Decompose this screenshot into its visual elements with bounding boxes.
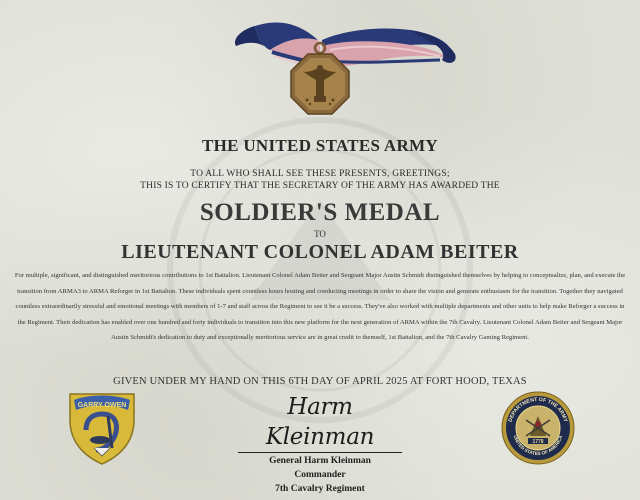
department-of-the-army-seal-icon [500, 390, 576, 466]
citation-text: For multiple, significant, and distinguished meritorious contributions to 1st Battalion. Lieutenant Colonel Adam Beiter and Sergeant Major Austin Schmidt distinguished themselves by helping to conceptualize, plan, and execute the transition from ARMA3 to ARMA Reforger in 1st Battalion. These individuals spent countless hours hosting and conducting meetings in order to share the vision and generate enthusiasm for the transition. Together they navigated countless extraordinarily stressful and emotional meetings with members of 1-7 and staff across the Regiment to see it be a success. They've also worked with multiple departments and other units to help make Reforger a success in the Regiment. Their dedication has enabled over one hundred and forty individuals to transition into this new platform for the next generation of ARMA within the 7th Cavalry. Lieutenant Colonel Adam Beiter and Sergeant Major Austin Schmidt's dedication to duty and exceptionally meritorious service are in great credit to themself, 1st Battalion, and the 7th Cavalry Gaming Regiment. [14, 272, 626, 341]
to-word: TO [314, 229, 326, 239]
signature-block [230, 392, 410, 496]
ribbon-right [322, 28, 456, 66]
seal-bottom-text: UNITED STATES OF AMERICA [512, 434, 564, 457]
signer-name: General Harm Kleinman [269, 456, 371, 466]
organization-title: THE UNITED STATES ARMY [202, 136, 438, 155]
signer-title: Commander [294, 470, 346, 480]
award-name: SOLDIER'S MEDAL [199, 199, 441, 226]
certify-line: THIS IS TO CERTIFY THAT THE SECRETARY OF THE ARMY HAS AWARDED THE [140, 181, 500, 191]
title-block [0, 136, 640, 264]
seal-top-text: DEPARTMENT OF THE ARMY [507, 396, 569, 423]
signature-line [238, 452, 402, 453]
medal-body [291, 54, 349, 114]
seventh-cavalry-crest-icon [64, 390, 140, 466]
signer-unit: 7th Cavalry Regiment [275, 484, 365, 494]
given-line: GIVEN UNDER MY HAND ON THIS 6TH DAY OF APRIL 2025 AT FORT HOOD, TEXAS [113, 376, 527, 387]
signature: Harm Kleinman [265, 394, 375, 450]
recipient-name: LIEUTENANT COLONEL ADAM BEITER [121, 241, 519, 263]
soldiers-medal-icon [0, 0, 640, 125]
crest-motto: GARRY OWEN [77, 402, 127, 409]
seal-year: 1778 [532, 439, 544, 445]
greeting-line: TO ALL WHO SHALL SEE THESE PRESENTS, GREETINGS; [190, 169, 450, 179]
